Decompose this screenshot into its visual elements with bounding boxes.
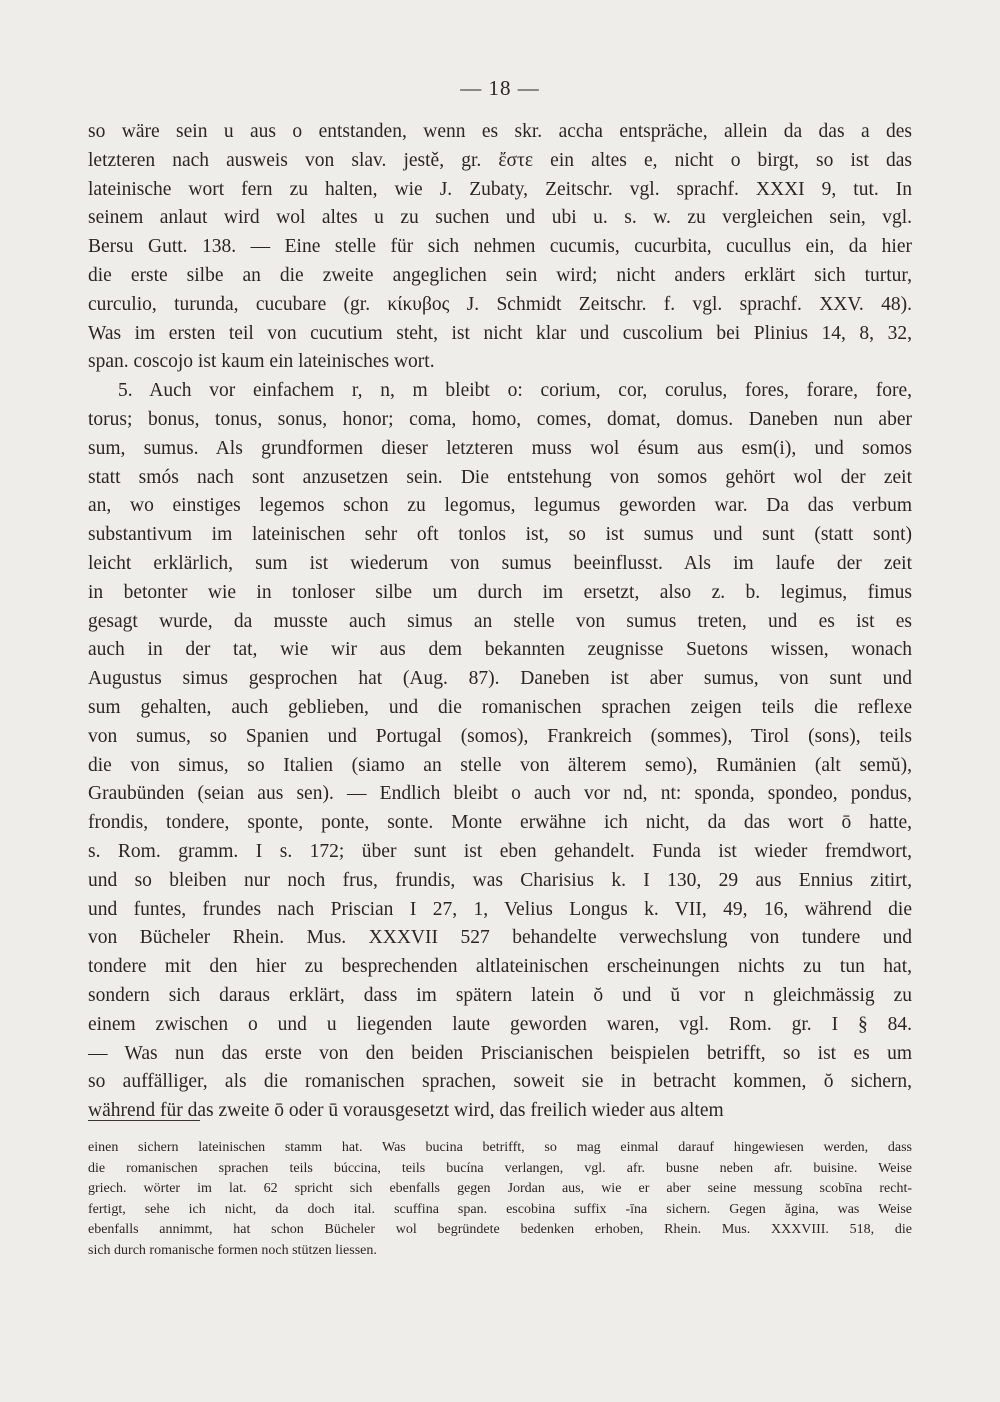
text-line: leicht erklärlich, sum ist wiederum von sumus beeinflusst. Als im laufe der zeit bbox=[88, 552, 912, 574]
text-line: tondere mit den hier zu besprechenden altlateinischen erscheinungen nichts zu tun hat, bbox=[88, 956, 912, 978]
text-line: torus; bonus, tonus, sonus, honor; coma, homo, comes, domat, domus. Daneben nun aber bbox=[88, 408, 912, 430]
footnote-line: griech. wörter im lat. 62 spricht sich ebenfalls gegen Jordan aus, wie er aber seine messung scobīna recht- bbox=[88, 1181, 912, 1196]
footnote-line: die romanischen sprachen teils búccina, teils bucína verlangen, vgl. afr. busne neben afr. buisine. Weise bbox=[88, 1160, 912, 1176]
text-line: Was im ersten teil von cucutium steht, ist nicht klar und cuscolium bei Plinius 14, 8, 32, bbox=[88, 322, 912, 344]
text-line: sondern sich daraus erklärt, dass im spätern latein ŏ und ŭ vor n gleichmässig zu bbox=[88, 984, 912, 1006]
text-line: Bersu Gutt. 138. — Eine stelle für sich nehmen cucumis, cucurbita, cucullus ein, da hier bbox=[88, 236, 912, 258]
body-text bbox=[88, 118, 912, 1126]
footnote-line: einen sichern lateinischen stamm hat. Was bucina betrifft, so mag einmal darauf hingewiesen werden, dass bbox=[88, 1140, 912, 1155]
text-line: Graubünden (seian aus sen). — Endlich bleibt o auch vor nd, nt: sponda, spondeo, pondus, bbox=[88, 783, 912, 805]
footnote bbox=[88, 1138, 912, 1261]
text-line: frondis, tondere, sponte, ponte, sonte. Monte erwähne ich nicht, da das wort ō hatte, bbox=[88, 812, 912, 834]
footnote-line: ebenfalls annimmt, hat schon Bücheler wol begründete bedenken erhoben, Rhein. Mus. XXXVIII. 518, die bbox=[88, 1222, 912, 1237]
text-line: gesagt wurde, da musste auch simus an stelle von sumus treten, und es ist es bbox=[88, 610, 912, 632]
text-line: die erste silbe an die zweite angeglichen sein wird; nicht anders erklärt sich turtur, bbox=[88, 264, 912, 286]
text-line: während für das zweite ō oder ū vorausgesetzt wird, das freilich wieder aus altem bbox=[88, 1100, 724, 1122]
page-number: — 18 — bbox=[460, 76, 540, 100]
text-line: — Was nun das erste von den beiden Priscianischen beispielen betrifft, so ist es um bbox=[88, 1042, 912, 1064]
text-line: auch in der tat, wie wir aus dem bekannten zeugnisse Suetons wissen, wonach bbox=[88, 639, 912, 661]
text-line: span. coscojo ist kaum ein lateinisches wort. bbox=[88, 351, 435, 373]
footnote-rule bbox=[88, 1120, 200, 1121]
text-line: sum, sumus. Als grundformen dieser letzteren muss wol ésum aus esm(i), und somos bbox=[88, 437, 912, 459]
text-line: s. Rom. gramm. I s. 172; über sunt ist eben gehandelt. Funda ist wieder fremdwort, bbox=[88, 840, 912, 862]
text-line: an, wo einstiges legemos schon zu legomus, legumus geworden war. Da das verbum bbox=[88, 495, 912, 517]
text-line: curculio, turunda, cucubare (gr. κίκυβος J. Schmidt Zeitschr. f. vgl. sprachf. XXV. 48). bbox=[88, 293, 912, 315]
text-line: letzteren nach ausweis von slav. jestě, gr. ἔστε ein altes e, nicht o birgt, so ist das bbox=[88, 149, 912, 171]
text-line: und funtes, frundes nach Priscian I 27, 1, Velius Longus k. VII, 49, 16, während die bbox=[88, 898, 912, 920]
footnote-line: sich durch romanische formen noch stützen liessen. bbox=[88, 1242, 377, 1258]
text-line: lateinische wort fern zu halten, wie J. Zubaty, Zeitschr. vgl. sprachf. XXXI 9, tut. In bbox=[88, 178, 912, 200]
text-line: in betonter wie in tonloser silbe um durch im ersetzt, also z. b. legimus, fimus bbox=[88, 581, 912, 603]
footnote-line: fertigt, sehe ich nicht, da doch ital. scuffina span. escobina suffix -īna sichern. Gegen ăgina, was Weise bbox=[88, 1201, 912, 1217]
text-line: so auffälliger, als die romanischen sprachen, soweit sie in betracht kommen, ŏ sichern, bbox=[88, 1071, 912, 1093]
text-line: statt smós nach sont anzusetzen sein. Die entstehung von somos gehört wol der zeit bbox=[88, 466, 912, 488]
text-line: von Bücheler Rhein. Mus. XXXVII 527 behandelte verwechslung von tundere und bbox=[88, 927, 912, 949]
text-line: Augustus simus gesprochen hat (Aug. 87). Daneben ist aber sumus, von sunt und bbox=[88, 668, 912, 690]
text-line: so wäre sein u aus o entstanden, wenn es skr. accha entspräche, allein da das a des bbox=[88, 121, 912, 142]
text-line: die von simus, so Italien (siamo an stelle von älterem semo), Rumänien (alt semŭ), bbox=[88, 754, 912, 776]
text-line: von sumus, so Spanien und Portugal (somos), Frankreich (sommes), Tirol (sons), teils bbox=[88, 725, 912, 747]
text-line: seinem anlaut wird wol altes u zu suchen und ubi u. s. w. zu vergleichen sein, vgl. bbox=[88, 207, 912, 229]
text-line: sum gehalten, auch geblieben, und die romanischen sprachen zeigen teils die reflexe bbox=[88, 696, 912, 718]
text-line: substantivum im lateinischen sehr oft tonlos ist, so ist sumus und sunt (statt sont) bbox=[88, 524, 912, 546]
paragraph-start-line: 5. Auch vor einfachem r, n, m bleibt o: corium, cor, corulus, fores, forare, fore, bbox=[118, 380, 912, 402]
text-line: einem zwischen o und u liegenden laute geworden waren, vgl. Rom. gr. I § 84. bbox=[88, 1013, 912, 1035]
text-line: und so bleiben nur noch frus, frundis, was Charisius k. I 130, 29 aus Ennius zitirt, bbox=[88, 869, 912, 891]
